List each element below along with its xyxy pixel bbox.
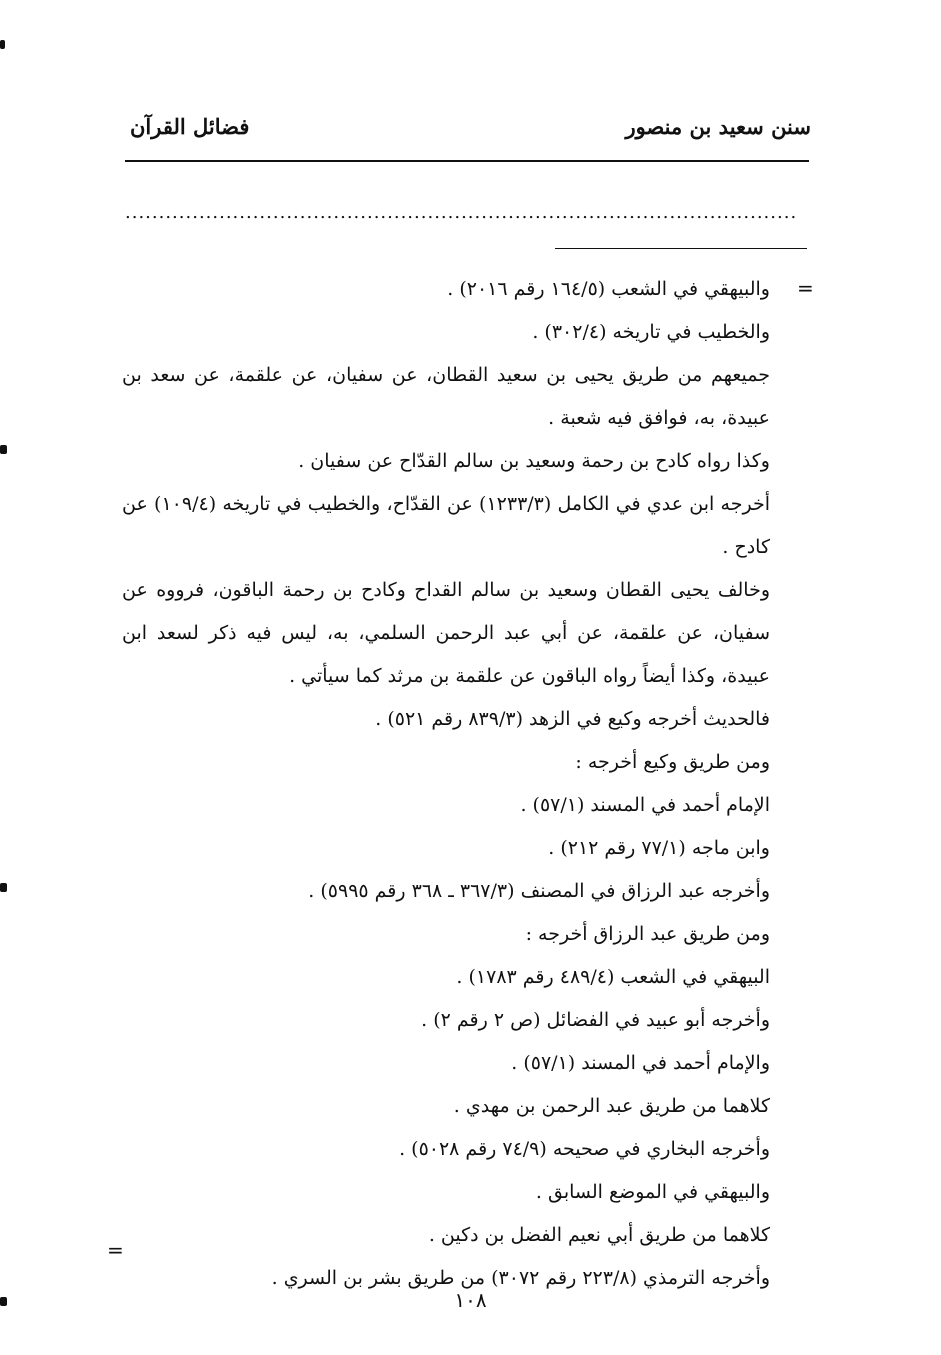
text-line: والإمام أحمد في المسند (٥٧/١) . — [511, 1052, 770, 1074]
book-title-header: سنن سعيد بن منصور — [625, 114, 811, 139]
footnote-body — [122, 268, 770, 1300]
dotted-separator: .................................................................................................... — [125, 203, 798, 223]
text-line: الإمام أحمد في المسند (٥٧/١) . — [520, 794, 770, 816]
text-paragraph: أخرجه ابن عدي في الكامل (١٢٣٣/٣) عن القدّاح، والخطيب في تاريخه (١٠٩/٤) عن كادح . — [122, 493, 770, 558]
text-line: وأخرجه البخاري في صحيحه (٧٤/٩ رقم ٥٠٢٨) . — [399, 1138, 770, 1160]
text-line: وكذا رواه كادح بن رحمة وسعيد بن سالم القدّاح عن سفيان . — [298, 450, 770, 472]
header-rule — [125, 160, 809, 162]
page-number: ١٠٨ — [454, 1288, 487, 1312]
text-line: والبيهقي في الموضع السابق . — [535, 1181, 770, 1203]
text-line: البيهقي في الشعب (٤٨٩/٤ رقم ١٧٨٣) . — [456, 966, 770, 988]
binding-hole-mark — [0, 445, 7, 454]
text-line: كلاهما من طريق أبي نعيم الفضل بن دكين . — [428, 1224, 770, 1246]
text-line: وأخرجه عبد الرزاق في المصنف (٣٦٧/٣ ـ ٣٦٨ رقم ٥٩٩٥) . — [308, 880, 770, 902]
continuation-mark-bottom: = — [107, 1238, 124, 1262]
text-line: فالحديث أخرجه وكيع في الزهد (٨٣٩/٣ رقم ٥٢١) . — [375, 708, 770, 730]
footnote-rule — [555, 248, 807, 249]
text-line: ومن طريق وكيع أخرجه : — [575, 751, 770, 773]
text-line: والخطيب في تاريخه (٣٠٢/٤) . — [532, 321, 770, 343]
text-paragraph: جميعهم من طريق يحيى بن سعيد القطان، عن سفيان، عن علقمة، عن سعد بن عبيدة، به، فوافق فيه شعبة . — [122, 364, 770, 429]
text-line: وأخرجه الترمذي (٢٢٣/٨ رقم ٣٠٧٢) من طريق بشر بن السري . — [271, 1267, 770, 1289]
binding-hole-mark — [0, 40, 5, 49]
text-line: وأخرجه أبو عبيد في الفضائل (ص ٢ رقم ٢) . — [421, 1009, 770, 1031]
binding-hole-mark — [0, 883, 7, 892]
binding-hole-mark — [0, 1297, 7, 1306]
text-line: وابن ماجه (٧٧/١ رقم ٢١٢) . — [548, 837, 770, 859]
text-line: ومن طريق عبد الرزاق أخرجه : — [525, 923, 770, 945]
text-line: كلاهما من طريق عبد الرحمن بن مهدي . — [453, 1095, 770, 1117]
continuation-mark-top: = — [797, 276, 814, 300]
text-line: والبيهقي في الشعب (١٦٤/٥ رقم ٢٠١٦) . — [447, 278, 770, 300]
chapter-title-header: فضائل القرآن — [130, 114, 250, 139]
text-paragraph: وخالف يحيى القطان وسعيد بن سالم القداح وكادح بن رحمة الباقون، فرووه عن سفيان، عن علقمة، عن أبي عبد الرحمن السلمي، به، ليس فيه ذكر لسعد ابن عبيدة، وكذا أيضاً رواه الباقون عن علقمة بن مرثد كما سيأتي . — [122, 579, 770, 687]
